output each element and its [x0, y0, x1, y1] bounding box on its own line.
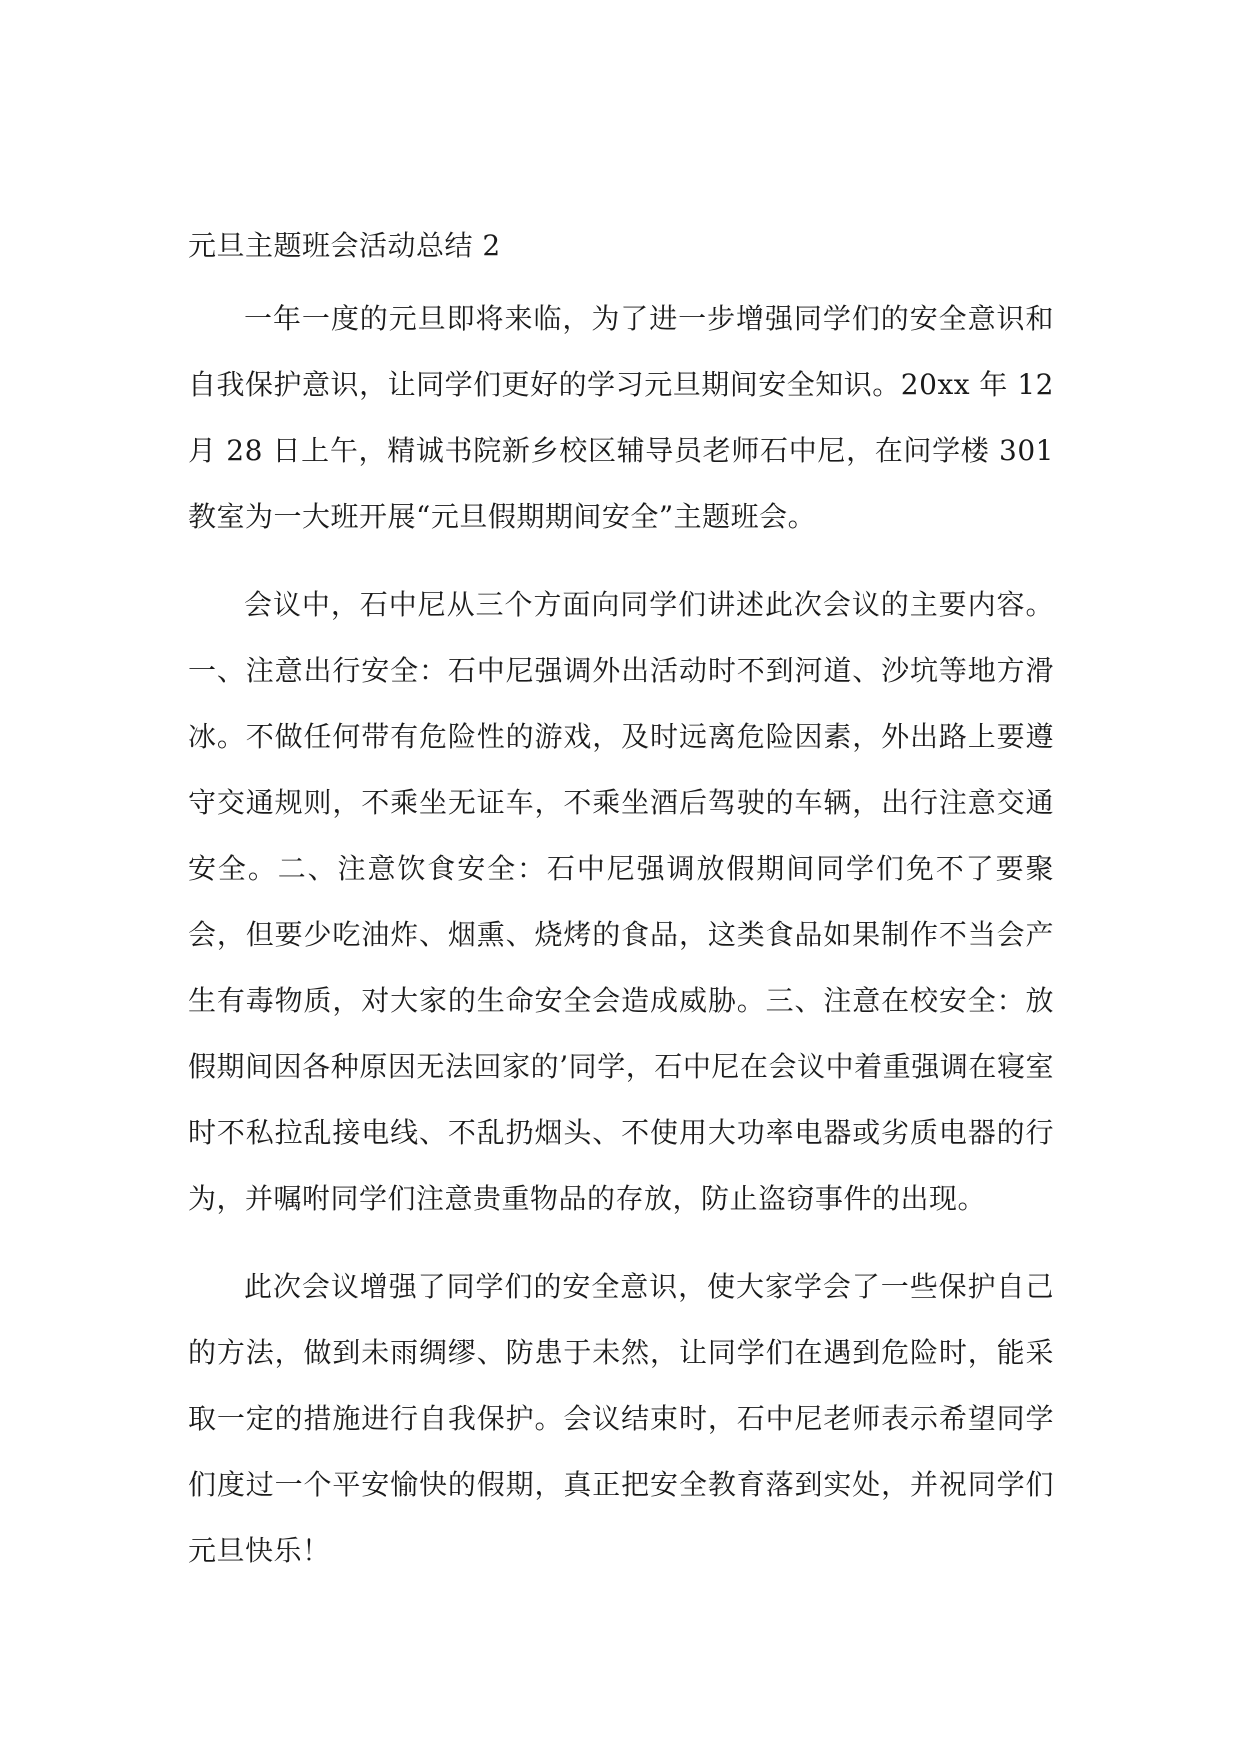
document-title: 元旦主题班会活动总结 2 — [188, 229, 501, 262]
paragraph-conclusion: 此次会议增强了同学们的安全意识，使大家学会了一些保护自己的方法，做到未雨绸缪、防患于未然，让同学们在遇到危险时，能采取一定的措施进行自我保护。会议结束时，石中尼老师表示希望同学们度过一个平安愉快的假期，真正把安全教育落到实处，并祝同学们元旦快乐！ — [188, 1270, 1054, 1567]
paragraph-intro: 一年一度的元旦即将来临，为了进一步增强同学们的安全意识和自我保护意识，让同学们更好的学习元旦期间安全知识。20xx 年 12 月 28 日上午，精诚书院新乡校区辅导员老师石中尼，在问学楼 301 教室为一大班开展“元旦假期期间安全”主题班会。 — [188, 302, 1054, 533]
paragraph-meeting-content: 会议中，石中尼从三个方面向同学们讲述此次会议的主要内容。一、注意出行安全：石中尼强调外出活动时不到河道、沙坑等地方滑冰。不做任何带有危险性的游戏，及时远离危险因素，外出路上要遵守交通规则，不乘坐无证车，不乘坐酒后驾驶的车辆，出行注意交通安全。二、注意饮食安全：石中尼强调放假期间同学们免不了要聚会，但要少吃油炸、烟熏、烧烤的食品，这类食品如果制作不当会产生有毒物质，对大家的生命安全会造成威胁。三、注意在校安全：放假期间因各种原因无法回家的’同学，石中尼在会议中着重强调在寝室时不私拉乱接电线、不乱扔烟头、不使用大功率电器或劣质电器的行为，并嘱咐同学们注意贵重物品的存放，防止盗窃事件的出现。 — [188, 588, 1054, 1215]
document-body — [188, 226, 1054, 1584]
